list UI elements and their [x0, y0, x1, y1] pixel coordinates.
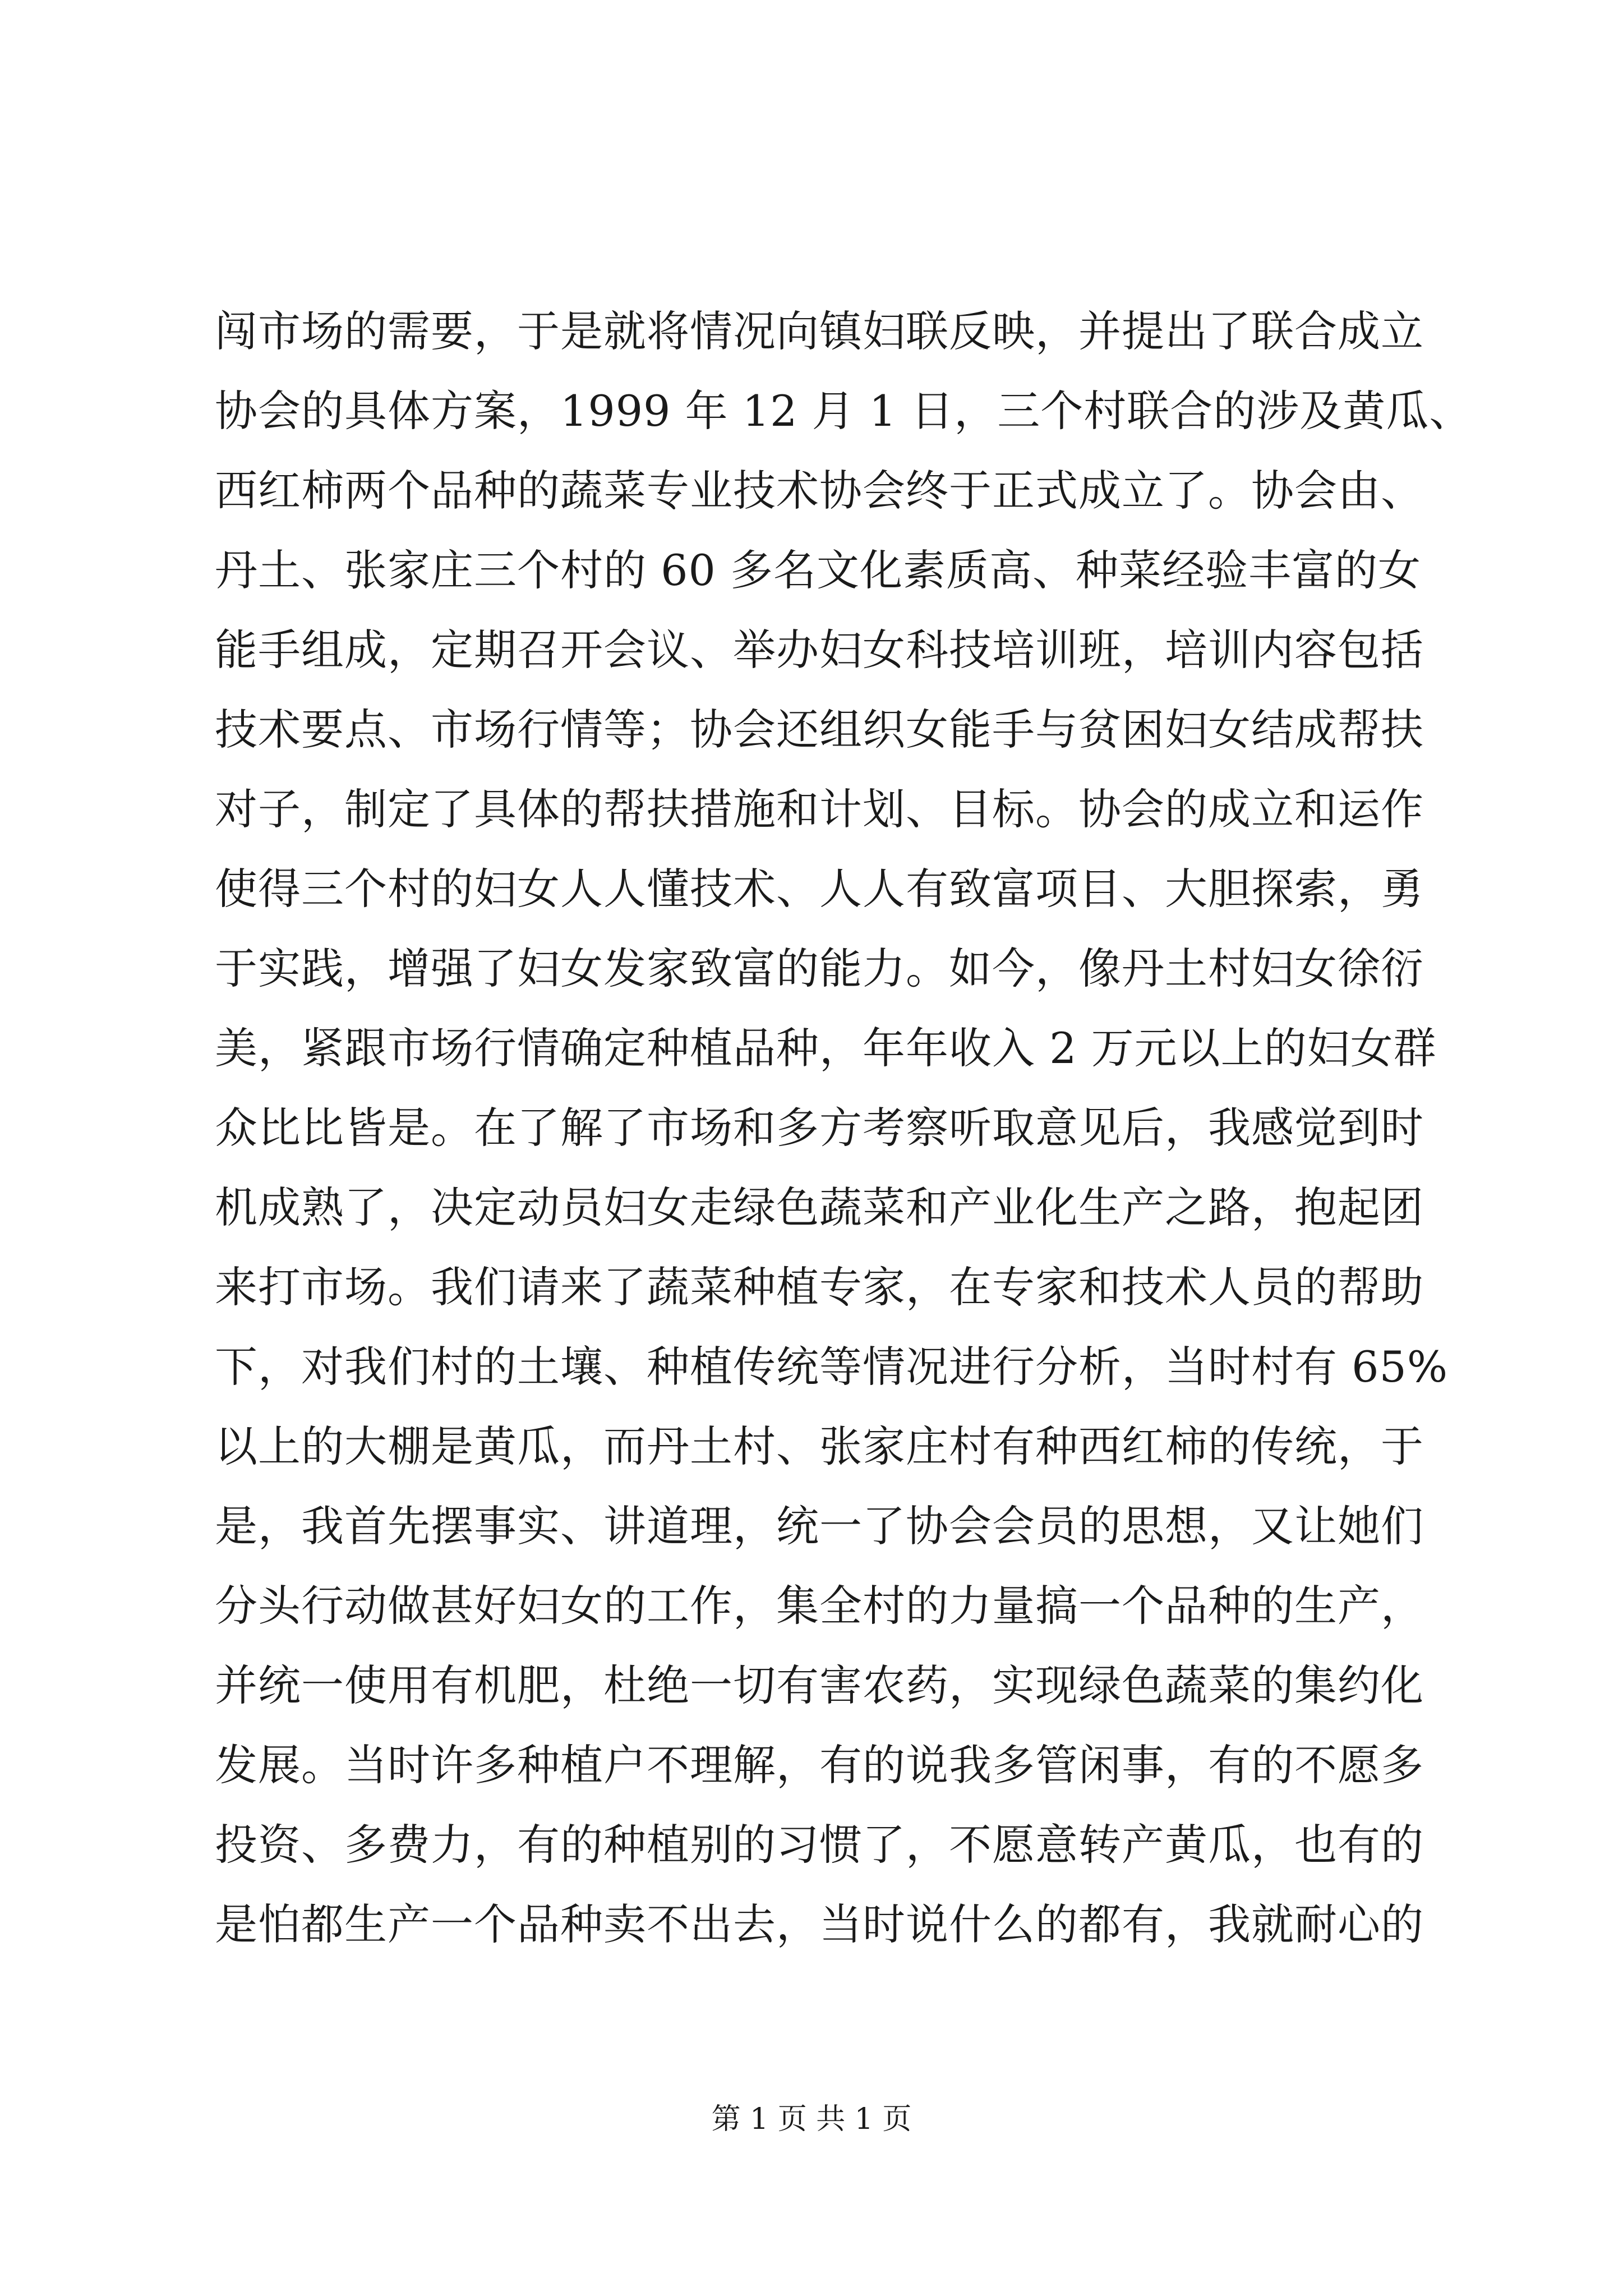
text-line: 是，我首先摆事实、讲道理，统一了协会会员的思想，又让她们: [215, 1501, 1424, 1551]
text-line: 美，紧跟市场行情确定种植品种，年年收入 2 万元以上的妇女群: [215, 1023, 1437, 1073]
text-line: 能手组成，定期召开会议、举办妇女科技培训班，培训内容包括: [215, 625, 1424, 675]
text-line: 使得三个村的妇女人人懂技术、人人有致富项目、大胆探索，勇: [215, 864, 1424, 914]
text-line: 丹土、张家庄三个村的 60 多名文化素质高、种菜经验丰富的女: [215, 545, 1422, 595]
text-line: 协会的具体方案，1999 年 12 月 1 日，三个村联合的涉及黄瓜、: [215, 386, 1473, 436]
page-footer: [0, 2095, 1623, 2137]
text-line: 下，对我们村的土壤、种植传统等情况进行分析，当时村有 65%: [215, 1342, 1449, 1392]
text-line: 投资、多费力，有的种植别的习惯了，不愿意转产黄瓜，也有的: [215, 1820, 1424, 1870]
text-line: 闯市场的需要，于是就将情况向镇妇联反映，并提出了联合成立: [215, 306, 1424, 356]
page-number-label: 第 1 页 共 1 页: [711, 2102, 912, 2136]
text-line: 发展。当时许多种植户不理解，有的说我多管闲事，有的不愿多: [215, 1740, 1424, 1790]
text-line: 对子，制定了具体的帮扶措施和计划、目标。协会的成立和运作: [215, 784, 1424, 834]
text-line: 是怕都生产一个品种卖不出去，当时说什么的都有，我就耐心的: [215, 1899, 1424, 1949]
text-line: 于实践，增强了妇女发家致富的能力。如今，像丹土村妇女徐衍: [215, 944, 1424, 993]
text-line: 众比比皆是。在了解了市场和多方考察听取意见后，我感觉到时: [215, 1103, 1424, 1153]
text-line: 并统一使用有机肥，杜绝一切有害农药，实现绿色蔬菜的集约化: [215, 1660, 1424, 1710]
body-text: [215, 292, 1473, 1964]
text-line: 西红柿两个品种的蔬菜专业技术协会终于正式成立了。协会由、: [215, 466, 1424, 516]
text-line: 以上的大棚是黄瓜，而丹土村、张家庄村有种西红柿的传统，于: [215, 1421, 1424, 1471]
text-line: 来打市场。我们请来了蔬菜种植专家，在专家和技术人员的帮助: [215, 1262, 1424, 1312]
text-line: 技术要点、市场行情等；协会还组织女能手与贫困妇女结成帮扶: [215, 705, 1424, 754]
text-line: 分头行动做甚好妇女的工作，集全村的力量搞一个品种的生产，: [215, 1581, 1424, 1631]
text-line: 机成熟了，决定动员妇女走绿色蔬菜和产业化生产之路，抱起团: [215, 1182, 1424, 1232]
